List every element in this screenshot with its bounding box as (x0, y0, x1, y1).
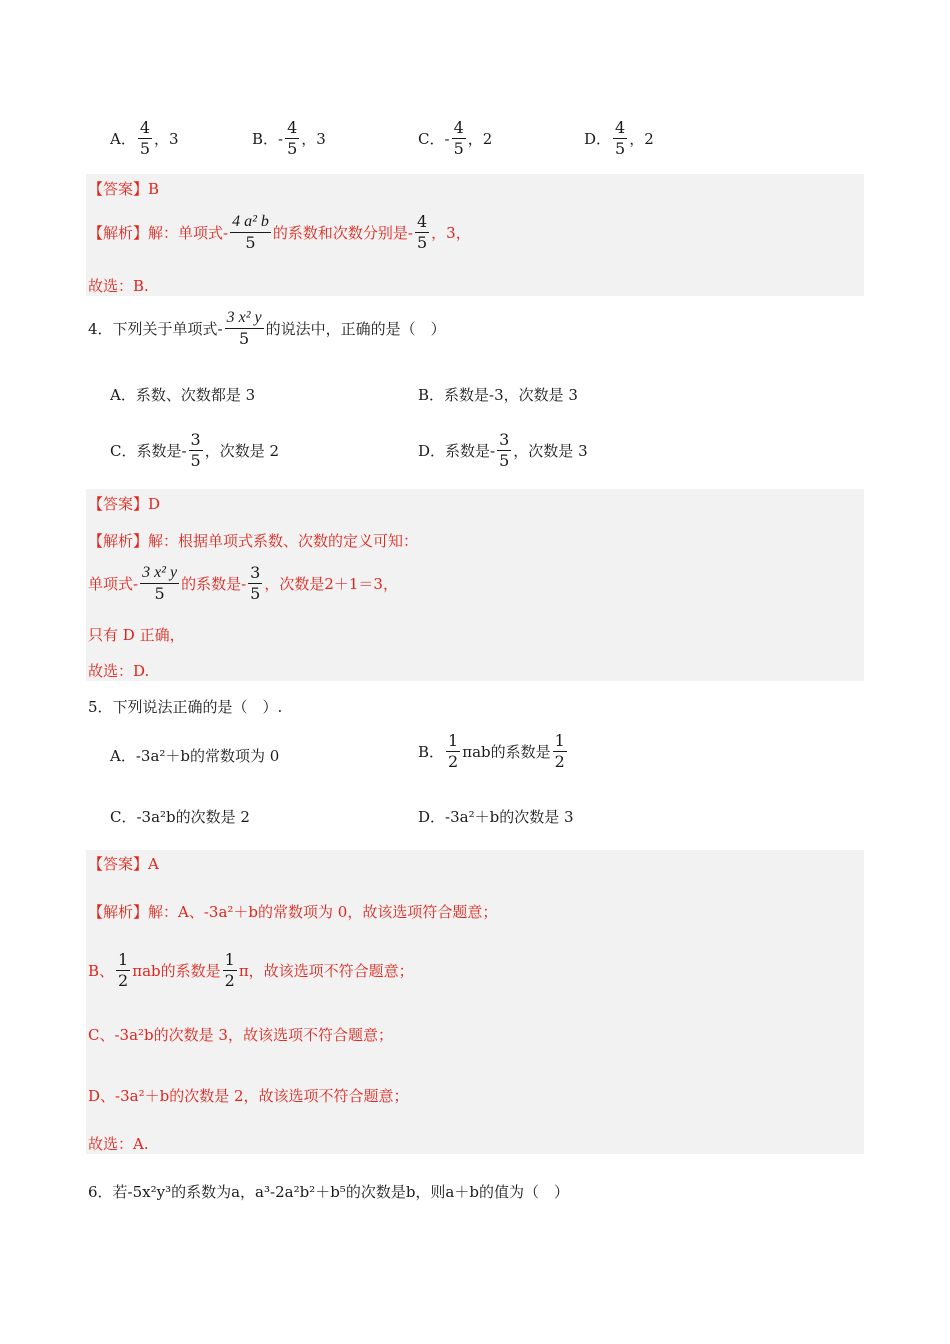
q4-option-b[interactable]: B．系数是-3，次数是 3 (418, 386, 578, 404)
q3-option-b[interactable]: B． - $\frac{4}{5}$ ，3 (252, 118, 326, 158)
q3-choose: 故选：B. (88, 277, 149, 295)
q4-stem: 4．下列关于单项式- $\frac{\text{3 x² y}}{5}$ 的说法中，正确的是（ ） (88, 309, 446, 348)
q4-analysis-line3: 只有 D 正确， (88, 626, 185, 644)
fraction: $\frac{4}{5}$ (287, 118, 298, 158)
q3-option-c[interactable]: C． - $\frac{4}{5}$ ，2 (418, 118, 493, 158)
q5-analysis-line-c: C、-3a²b的次数是 3，故该选项不符合题意； (88, 1026, 393, 1044)
q5-analysis: 【解析】 解：A、-3a²＋b的常数项为 0，故该选项符合题意； (88, 903, 498, 921)
q5-option-c[interactable]: C．-3a²b的次数是 2 (110, 808, 250, 826)
q4-answer: 【答案】 D (88, 494, 161, 513)
q5-answer: 【答案】 A (88, 854, 159, 873)
fraction: $\frac{1}{2}$ (224, 950, 235, 990)
q4-option-a[interactable]: A．系数、次数都是 3 (110, 386, 256, 404)
q5-solution-block (86, 850, 864, 1154)
fraction: $\frac{4}{5}$ (416, 212, 428, 252)
q5-analysis-line-b: B、 $\frac{1}{2}$ πab的系数是 $\frac{1}{2}$ π，故该选项不符合题意； (88, 950, 414, 990)
q5-option-b[interactable]: B． $\frac{1}{2}$ πab的系数是 $\frac{1}{2}$ (418, 731, 565, 771)
q4-analysis: 【解析】 解：根据单项式系数、次数的定义可知： (88, 532, 419, 550)
q6-stem: 6．若-5x²y³的系数为a，a³-2a²b²＋b⁵的次数是b，则a＋b的值为（ ） (88, 1183, 569, 1201)
q5-option-d[interactable]: D．-3a²＋b的次数是 3 (418, 808, 574, 826)
q4-option-d[interactable]: D．系数是- $\frac{3}{5}$ ，次数是 3 (418, 430, 588, 470)
fraction: $\frac{3}{5}$ (499, 430, 510, 470)
q3-option-a[interactable]: A． $\frac{4}{5}$ ，3 (110, 118, 179, 158)
fraction: $\frac{4}{5}$ (615, 118, 626, 158)
fraction: $\frac{3}{5}$ (250, 563, 261, 603)
q3-answer: 【答案】 B (88, 179, 160, 198)
fraction: $\frac{4}{5}$ (453, 118, 464, 158)
q4-choose: 故选：D. (88, 662, 150, 680)
q3-option-d[interactable]: D． $\frac{4}{5}$ ，2 (584, 118, 654, 158)
q5-stem: 5．下列说法正确的是（ ）. (88, 698, 283, 716)
q5-choose: 故选：A. (88, 1135, 149, 1153)
q5-analysis-line-d: D、-3a²＋b的次数是 2，故该选项不符合题意； (88, 1087, 409, 1105)
fraction: $\frac{3}{5}$ (190, 430, 201, 470)
q4-option-c[interactable]: C．系数是- $\frac{3}{5}$ ，次数是 2 (110, 430, 280, 470)
fraction: $\frac{\text{3 x² y}}{5}$ (142, 564, 178, 603)
fraction: $\frac{1}{2}$ (448, 731, 459, 771)
fraction: $\frac{\text{3 x² y}}{5}$ (226, 309, 262, 348)
fraction: $\frac{\text{4 a² b}}{5}$ (232, 213, 269, 252)
fraction: $\frac{1}{2}$ (118, 950, 129, 990)
q4-analysis-line2: 单项式- $\frac{\text{3 x² y}}{5}$ 的系数是- $\frac{3}{5}$ ，次数是2＋1＝3， (88, 563, 398, 603)
fraction: $\frac{1}{2}$ (554, 731, 565, 771)
fraction: $\frac{4}{5}$ (139, 118, 151, 158)
q5-option-a[interactable]: A．-3a²＋b的常数项为 0 (110, 747, 280, 765)
q3-analysis: 【解析】 解：单项式- $\frac{\text{4 a² b}}{5}$ 的系数和次数分别是- $\frac{4}{5}$ ，3， (88, 212, 471, 252)
